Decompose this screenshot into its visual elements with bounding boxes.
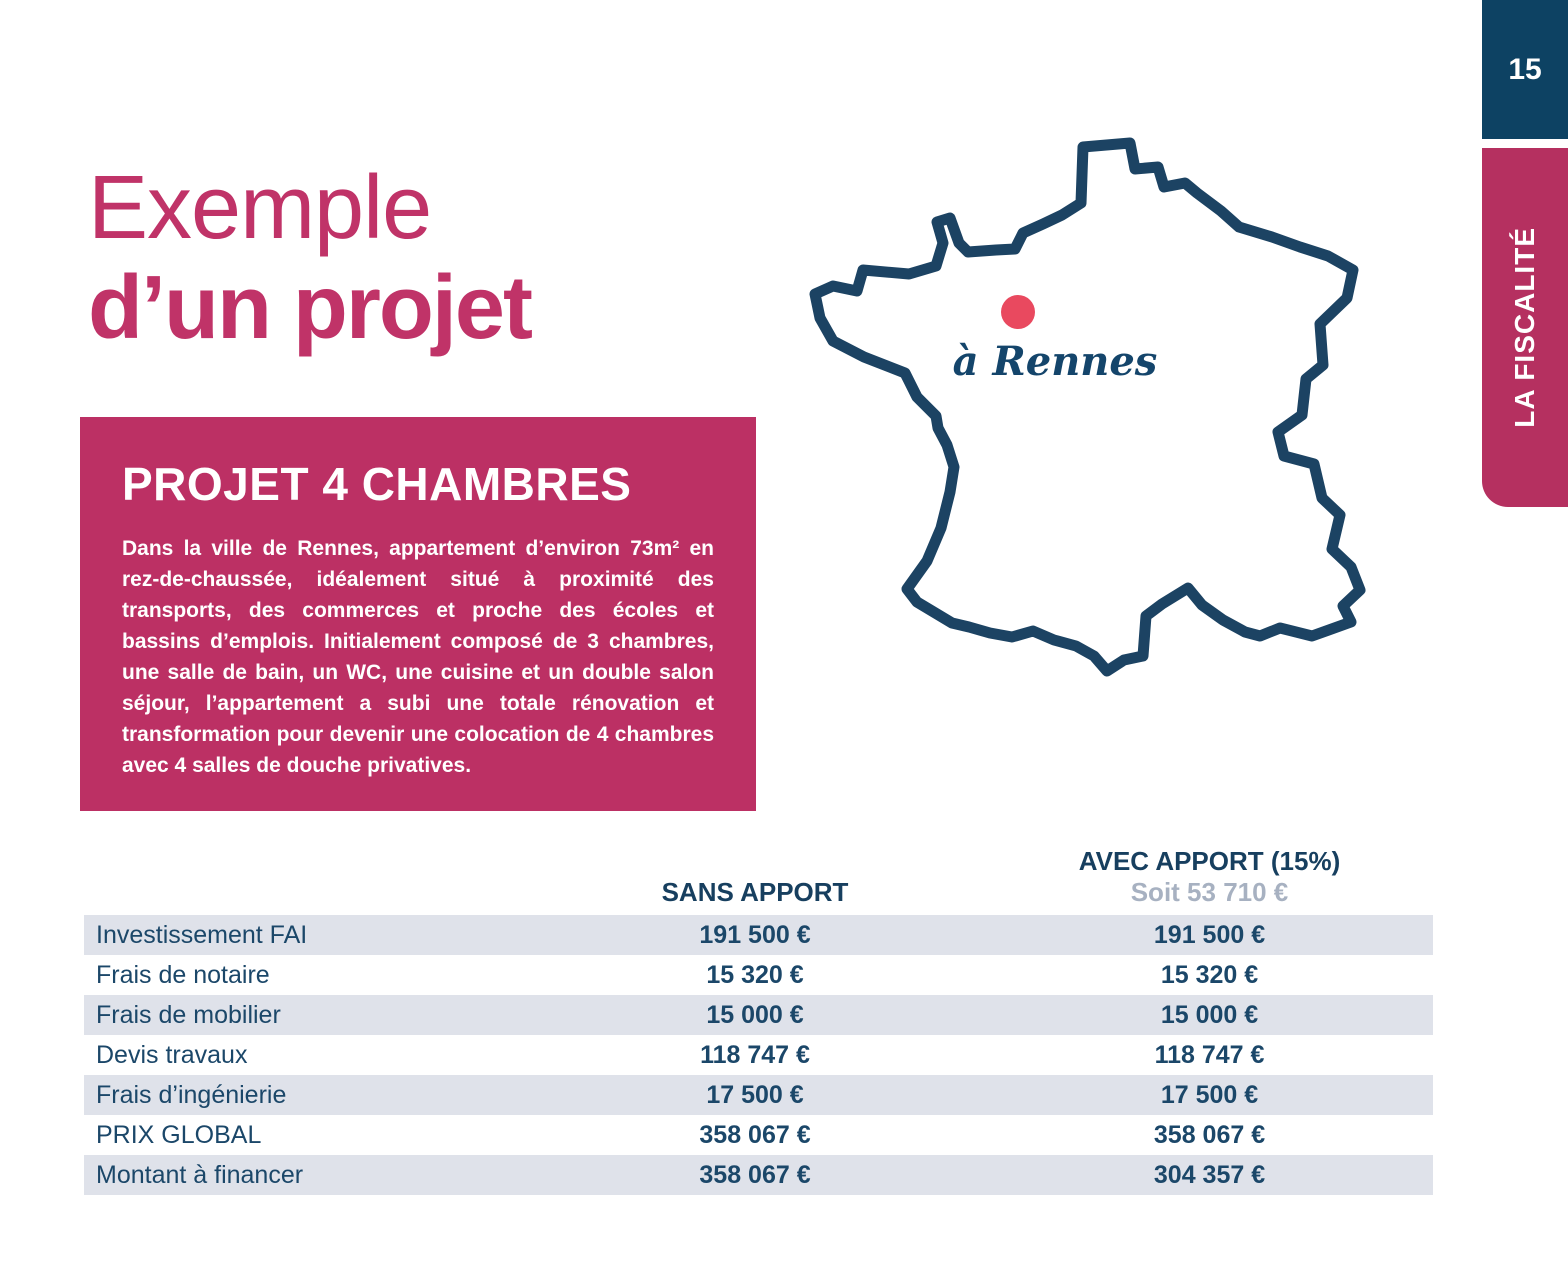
row-value-avec: 304 357 € [1153,1160,1266,1189]
row-value-avec: 358 067 € [1153,1120,1266,1149]
row-label: Frais de notaire [96,960,270,989]
table-header-row [84,846,1433,915]
page-number-tab [1482,0,1568,139]
page-title [88,158,531,358]
row-value-sans: 191 500 € [699,920,811,949]
row-value-sans: 358 067 € [699,1160,811,1189]
col-subheader-apport-amount: Soit 53 710 € [1130,877,1289,907]
row-value-sans: 17 500 € [706,1080,804,1109]
table-row-montant-a-financer [84,1155,1433,1195]
project-description: Dans la ville de Rennes, appartement d’environ 73m² en rez-de-chaussée, idéalement situé à proximité des transports, des commerces et proche des écoles et bassins d’emplois. Initialement composé de 3 chambres, une salle de bain, un WC, une cuisine et un double salon séjour, l’appartement a subi une totale rénovation et transformation pour devenir une colocation de 4 chambres avec 4 salles de douche privatives. [122,537,714,777]
row-value-avec: 191 500 € [1153,920,1266,949]
rennes-label: à Rennes [952,338,1158,385]
rennes-marker-dot [1001,295,1035,329]
table-row-frais-mobilier [84,995,1433,1035]
row-label: Frais de mobilier [96,1000,281,1029]
page-title-line1: Exemple [88,158,432,258]
table-row-investissement-fai [84,915,1433,955]
france-border-path [815,143,1360,671]
row-label: PRIX GLOBAL [96,1120,262,1149]
col-header-avec-apport: AVEC APPORT (15%) Soit 53 710 € [986,846,1433,908]
row-value-avec: 17 500 € [1160,1080,1259,1109]
section-tab-fiscalite [1482,148,1568,507]
row-value-sans: 15 000 € [706,1000,804,1029]
col-header-sans-apport: SANS APPORT [661,877,849,907]
row-value-avec: 118 747 € [1154,1040,1265,1069]
project-heading: PROJET 4 CHAMBRES [122,458,632,510]
row-value-sans: 118 747 € [700,1040,810,1069]
france-map [790,120,1410,700]
row-label: Investissement FAI [96,920,308,949]
row-value-avec: 15 000 € [1160,1000,1259,1029]
section-tab-label: LA FISCALITÉ [1509,227,1540,428]
table-row-frais-notaire [84,955,1433,995]
page-number: 15 [1508,52,1542,86]
row-value-sans: 15 320 € [706,960,804,989]
row-label: Devis travaux [96,1040,248,1069]
table-row-prix-global [84,1115,1433,1155]
table-row-frais-ingenierie [84,1075,1433,1115]
page-title-line2: d’un projet [88,258,531,358]
project-box [80,417,756,811]
row-value-avec: 15 320 € [1160,960,1259,989]
row-label: Montant à financer [96,1160,304,1189]
row-value-sans: 358 067 € [699,1120,811,1149]
table-row-devis-travaux [84,1035,1433,1075]
financing-table [84,846,1433,1195]
france-outline [790,120,1410,700]
row-label: Frais d’ingénierie [96,1080,287,1109]
